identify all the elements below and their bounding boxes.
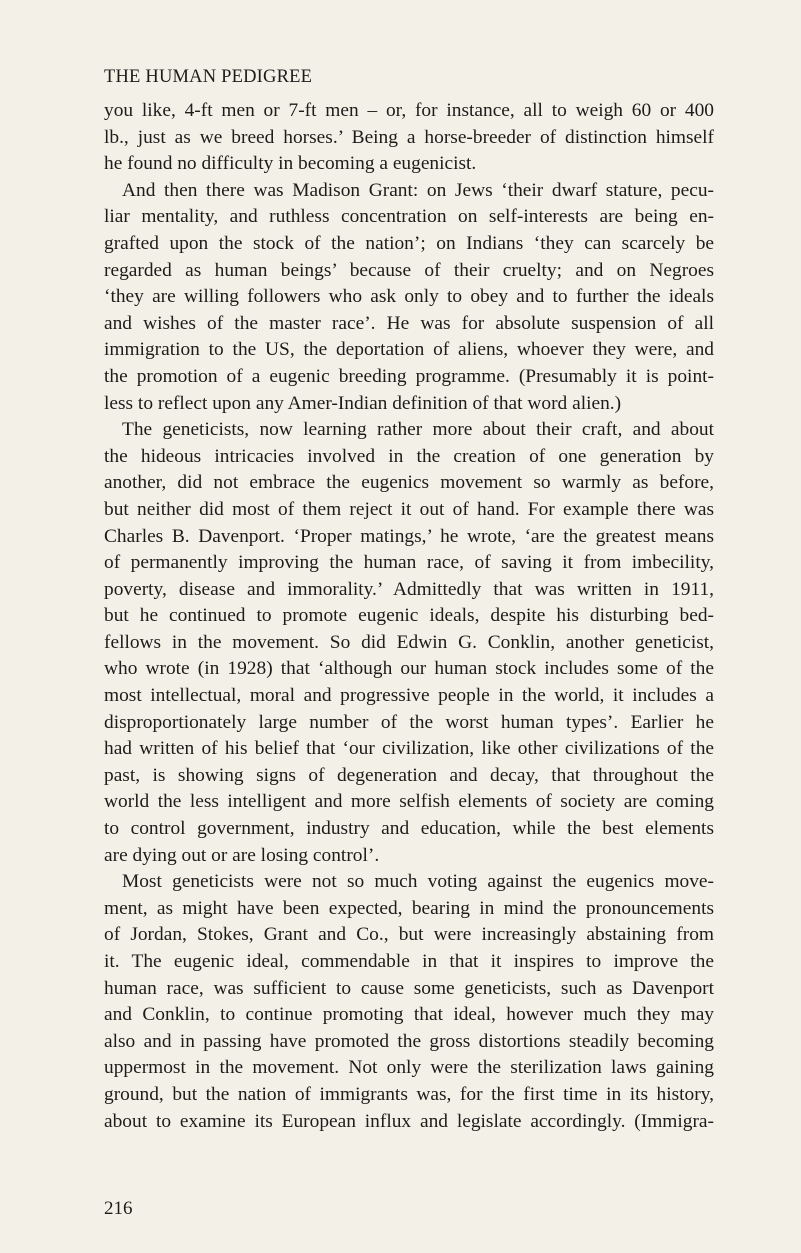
text-line: fellows in the movement. So did Edwin G. Conklin, another geneticist,: [104, 631, 714, 653]
text-line: another, did not embrace the eugenics movement so warmly as before,: [104, 472, 714, 494]
text-line: also and in passing have promoted the gross distortions steadily becoming: [104, 1030, 714, 1052]
text-line: grafted upon the stock of the nation’; on Indians ‘they can scarcely be: [104, 232, 714, 254]
text-line: ‘they are willing followers who ask only to obey and to further the ideals: [104, 286, 714, 308]
text-line: who wrote (in 1928) that ‘although our human stock includes some of the: [104, 658, 714, 680]
text-line: but he continued to promote eugenic ideals, despite his disturbing bed-: [104, 605, 714, 627]
text-line: most intellectual, moral and progressive people in the world, it includes a: [104, 685, 714, 707]
text-line: ment, as might have been expected, bearing in mind the pronouncements: [104, 897, 714, 919]
text-line: uppermost in the movement. Not only were the sterilization laws gaining: [104, 1057, 714, 1079]
text-line: to control government, industry and education, while the best elements: [104, 818, 714, 840]
text-line: you like, 4-ft men or 7-ft men – or, for instance, all to weigh 60 or 400: [104, 100, 714, 121]
text-line: poverty, disease and immorality.’ Admittedly that was written in 1911,: [104, 578, 714, 600]
text-line: the promotion of a eugenic breeding programme. (Presumably it is point-: [104, 365, 714, 387]
text-line: regarded as human beings’ because of their cruelty; and on Negroes: [104, 259, 714, 281]
text-line: Most geneticists were not so much voting against the eugenics move-: [122, 871, 714, 893]
text-line: the hideous intricacies involved in the creation of one generation by: [104, 445, 714, 467]
text-line: had written of his belief that ‘our civilization, like other civilizations of the: [104, 738, 714, 760]
text-line: human race, was sufficient to cause some geneticists, such as Davenport: [104, 977, 714, 999]
text-line: and wishes of the master race’. He was for absolute suspension of all: [104, 312, 714, 334]
text-line: And then there was Madison Grant: on Jews ‘their dwarf stature, pecu-: [122, 179, 714, 201]
text-line: immigration to the US, the deportation of aliens, whoever they were, and: [104, 339, 714, 361]
text-line: are dying out or are losing control’.: [104, 844, 380, 866]
text-line: liar mentality, and ruthless concentration on self-interests are being en-: [104, 206, 714, 228]
text-line: world the less intelligent and more selfish elements of society are coming: [104, 791, 714, 813]
text-line: past, is showing signs of degeneration and decay, that throughout the: [104, 764, 714, 786]
text-line: lb., just as we breed horses.’ Being a horse-breeder of distinction himself: [104, 126, 714, 148]
body-text: [104, 98, 714, 1135]
page-number: 216: [104, 1198, 133, 1219]
text-line: about to examine its European influx and legislate accordingly. (Immigra-: [104, 1110, 714, 1132]
text-line: less to reflect upon any Amer-Indian definition of that word alien.): [104, 392, 622, 414]
text-line: and Conklin, to continue promoting that ideal, however much they may: [104, 1004, 714, 1026]
text-line: of Jordan, Stokes, Grant and Co., but were increasingly abstaining from: [104, 924, 714, 946]
text-line: but neither did most of them reject it out of hand. For example there was: [104, 498, 714, 520]
text-line: The geneticists, now learning rather more about their craft, and about: [122, 419, 714, 441]
text-line: disproportionately large number of the worst human types’. Earlier he: [104, 711, 714, 733]
running-head: THE HUMAN PEDIGREE: [104, 67, 313, 87]
text-line: of permanently improving the human race, of saving it from imbecility,: [104, 552, 714, 574]
text-line: it. The eugenic ideal, commendable in that it inspires to improve the: [104, 951, 714, 972]
text-line: ground, but the nation of immigrants was, for the first time in its history,: [104, 1083, 714, 1105]
text-line: he found no difficulty in becoming a eugenicist.: [104, 153, 477, 175]
text-line: Charles B. Davenport. ‘Proper matings,’ he wrote, ‘are the greatest means: [104, 525, 714, 547]
